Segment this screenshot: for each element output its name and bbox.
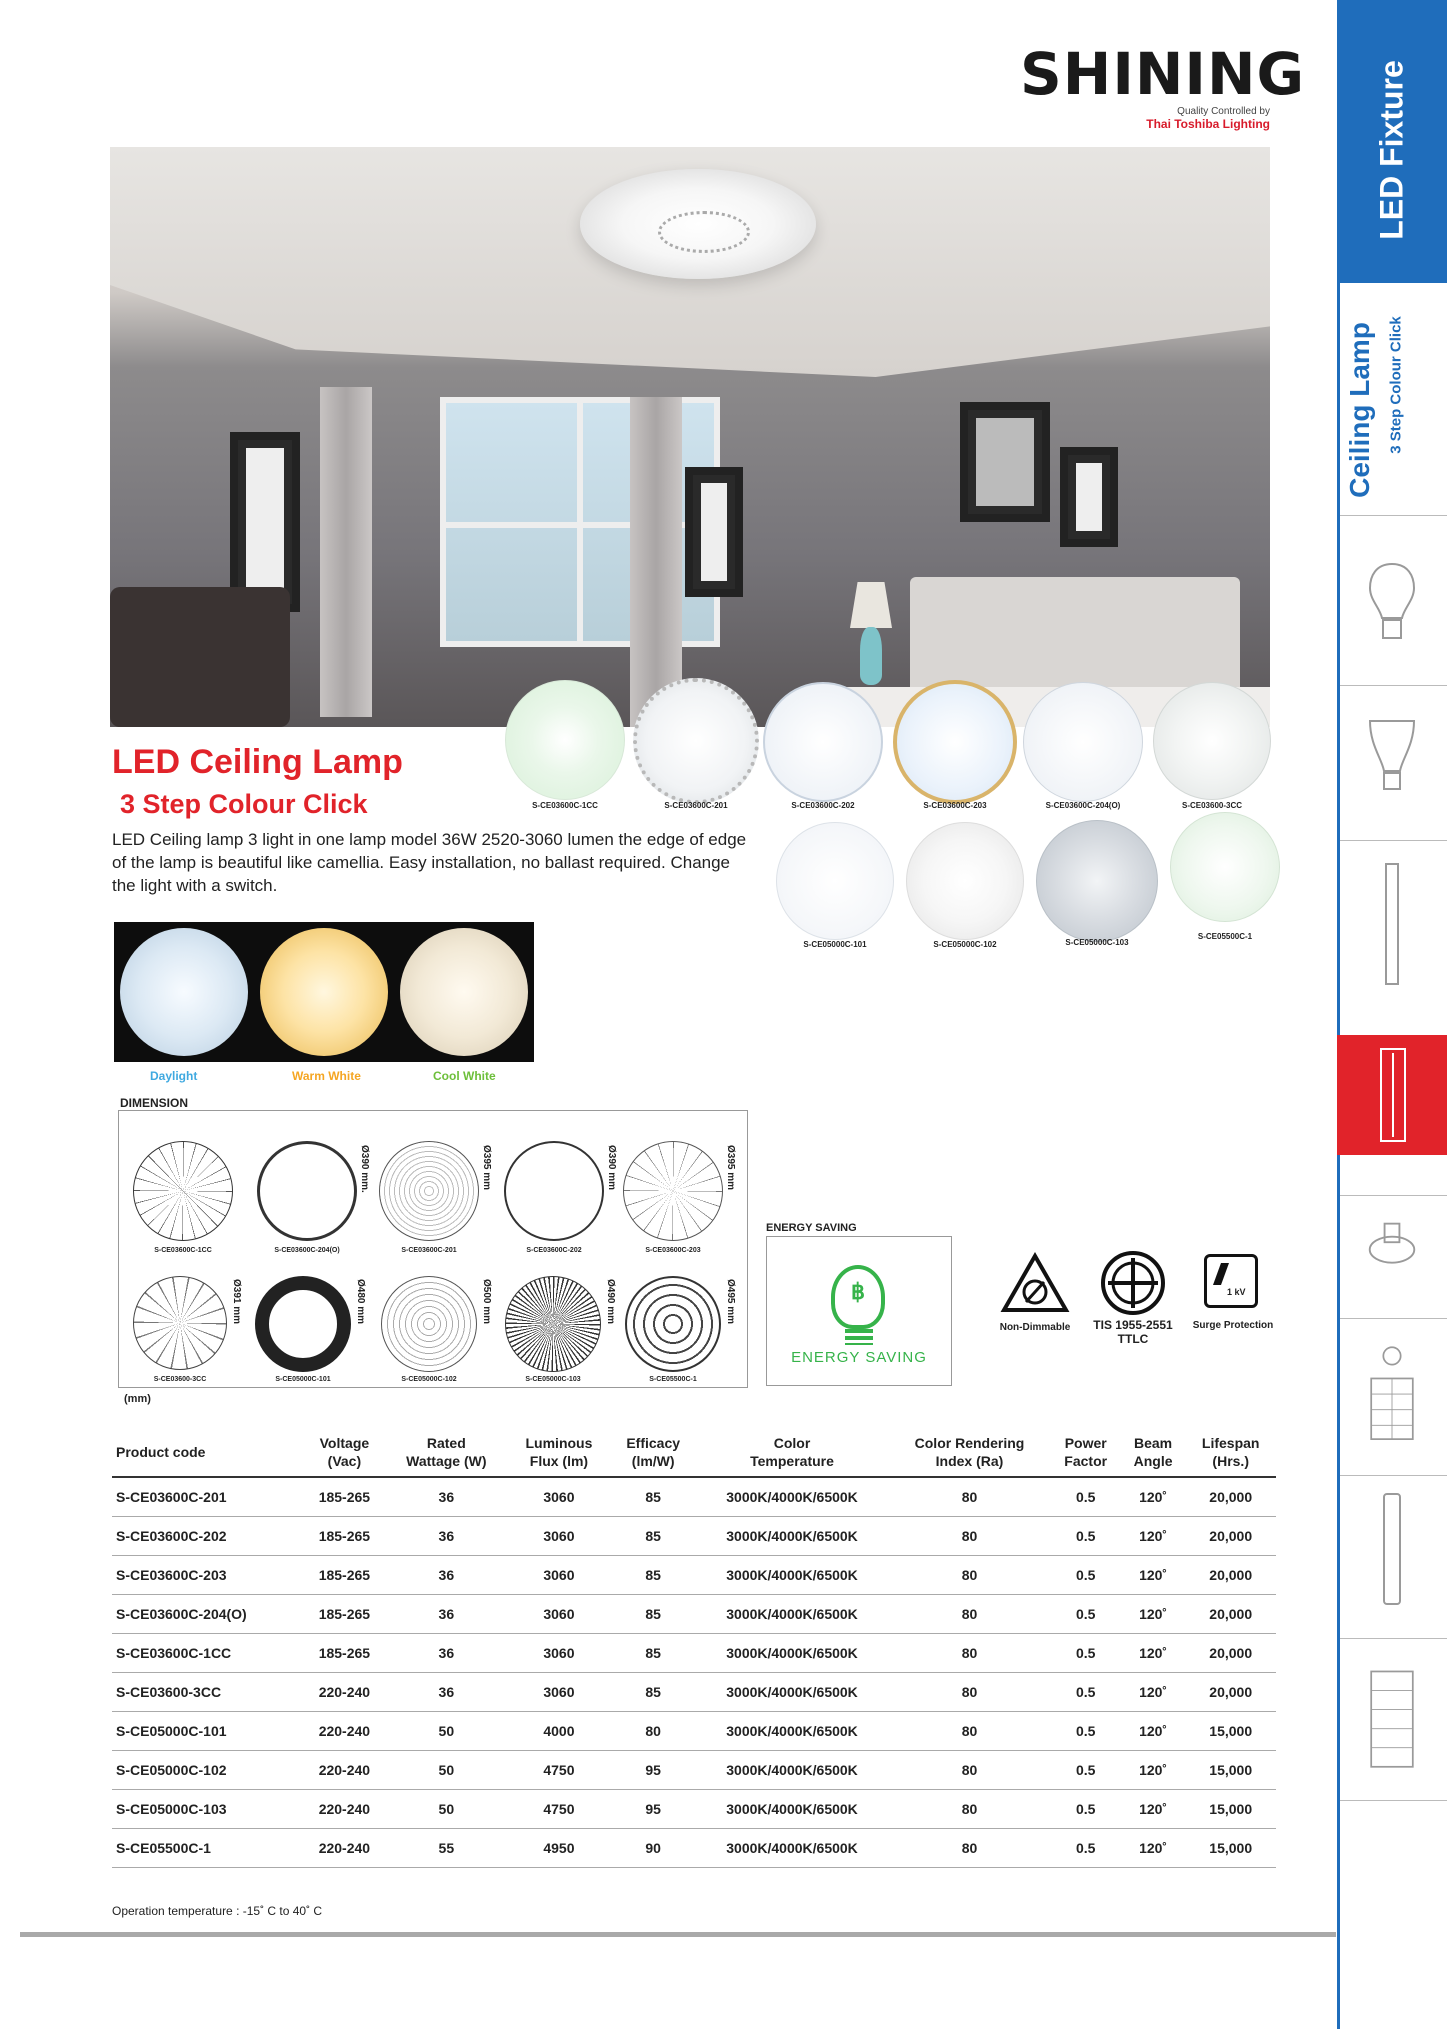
product-thumb-05500-1 xyxy=(1170,812,1280,922)
table-row xyxy=(112,1790,1276,1829)
table-cell: 80 xyxy=(888,1673,1050,1712)
table-cell: 50 xyxy=(385,1790,507,1829)
table-cell: 4950 xyxy=(507,1829,610,1868)
sidebar-divider xyxy=(1340,515,1447,516)
energy-bulb-base-icon xyxy=(845,1329,873,1345)
brand-quality-text: Quality Controlled by xyxy=(1177,106,1270,117)
table-cell: 15,000 xyxy=(1185,1712,1276,1751)
table-cell: S-CE03600C-201 xyxy=(112,1477,303,1517)
surge-protection-icon xyxy=(1204,1254,1258,1308)
table-cell: 36 xyxy=(385,1673,507,1712)
table-cell: 3000K/4000K/6500K xyxy=(696,1517,889,1556)
table-cell: 185-265 xyxy=(303,1595,385,1634)
sidebar-divider xyxy=(1340,840,1447,841)
table-header-cell xyxy=(385,1428,507,1477)
dimension-model: S-CE03600-3CC xyxy=(153,1376,207,1383)
energy-saving-text: ENERGY SAVING xyxy=(791,1349,927,1366)
hero-chair xyxy=(110,587,290,727)
dimension-drawing xyxy=(257,1141,357,1241)
table-cell: 120˚ xyxy=(1121,1595,1186,1634)
surge-protection-label: Surge Protection xyxy=(1192,1320,1274,1331)
colour-label-cool-white: Cool White xyxy=(433,1069,496,1083)
table-row xyxy=(112,1517,1276,1556)
dimension-model: S-CE03600C-202 xyxy=(526,1247,582,1254)
dimension-size: Ø395 mm xyxy=(725,1145,736,1191)
dimension-size: Ø391 mm xyxy=(231,1279,242,1325)
page-title: LED Ceiling Lamp xyxy=(112,743,403,781)
table-cell: 80 xyxy=(888,1829,1050,1868)
table-cell: 85 xyxy=(611,1673,696,1712)
table-row xyxy=(112,1595,1276,1634)
table-cell: 3000K/4000K/6500K xyxy=(696,1790,889,1829)
table-cell: 55 xyxy=(385,1829,507,1868)
table-row xyxy=(112,1829,1276,1868)
table-cell: 36 xyxy=(385,1477,507,1517)
table-header-cell xyxy=(696,1428,889,1477)
sidebar-divider xyxy=(1340,1475,1447,1476)
header-line: Beam xyxy=(1134,1435,1173,1451)
sidebar-divider xyxy=(1340,1800,1447,1801)
table-cell: 3000K/4000K/6500K xyxy=(696,1712,889,1751)
table-body xyxy=(112,1477,1276,1868)
table-cell: 0.5 xyxy=(1051,1673,1121,1712)
dimension-model: S-CE03600C-201 xyxy=(401,1247,457,1254)
table-cell: 0.5 xyxy=(1051,1477,1121,1517)
table-cell: 36 xyxy=(385,1595,507,1634)
sidebar-highbay-icon[interactable] xyxy=(1366,1210,1418,1280)
product-thumb-204o xyxy=(1023,682,1143,802)
hero-table-lamp-shade xyxy=(850,582,892,628)
table-cell: 85 xyxy=(611,1517,696,1556)
table-cell: 3000K/4000K/6500K xyxy=(696,1673,889,1712)
dimension-drawing xyxy=(623,1141,723,1241)
table-cell: 85 xyxy=(611,1634,696,1673)
product-label: S-CE03600-3CC xyxy=(1181,801,1243,810)
sidebar-t5-tube-icon[interactable] xyxy=(1366,1490,1418,1610)
hero-picture-frame-left xyxy=(230,432,300,612)
dimension-size: Ø500 mm xyxy=(481,1279,492,1325)
table-cell: 120˚ xyxy=(1121,1712,1186,1751)
hero-picture-frame-middle xyxy=(685,467,743,597)
table-cell: 80 xyxy=(888,1595,1050,1634)
dimension-model: S-CE05000C-102 xyxy=(401,1376,457,1383)
table-cell: 3060 xyxy=(507,1477,610,1517)
dimension-drawing xyxy=(625,1276,721,1372)
dimension-heading: DIMENSION xyxy=(120,1096,189,1110)
table-cell: 80 xyxy=(888,1751,1050,1790)
header-line: Product code xyxy=(116,1444,206,1460)
header-line: Luminous xyxy=(525,1435,593,1451)
product-thumb-05000-103 xyxy=(1036,820,1158,942)
table-cell: 0.5 xyxy=(1051,1751,1121,1790)
table-cell: 120˚ xyxy=(1121,1556,1186,1595)
header-line: Rated xyxy=(426,1435,466,1451)
sidebar-category-label: LED Fixture xyxy=(1373,60,1410,240)
table-cell: 20,000 xyxy=(1185,1517,1276,1556)
table-cell: 80 xyxy=(888,1790,1050,1829)
energy-bulb-icon xyxy=(831,1265,885,1329)
product-thumb-05000-101 xyxy=(776,822,894,940)
table-cell: 185-265 xyxy=(303,1556,385,1595)
table-row xyxy=(112,1673,1276,1712)
table-cell: 20,000 xyxy=(1185,1595,1276,1634)
table-header-cell xyxy=(507,1428,610,1477)
table-header-cell xyxy=(1121,1428,1186,1477)
dimension-unit: (mm) xyxy=(124,1393,151,1405)
table-cell: 50 xyxy=(385,1751,507,1790)
table-cell: 0.5 xyxy=(1051,1517,1121,1556)
table-cell: 3060 xyxy=(507,1517,610,1556)
ttlc-label: TTLC xyxy=(1117,1332,1149,1346)
sidebar-divider xyxy=(1340,685,1447,686)
product-description: LED Ceiling lamp 3 light in one lamp model 36W 2520-3060 lumen the edge of edge of the lamp is beautiful like camellia. Easy installation, no ballast required. Change the light with a switch. xyxy=(112,830,747,895)
table-cell: 95 xyxy=(611,1751,696,1790)
header-line: Flux (lm) xyxy=(529,1453,589,1469)
table-cell: 36 xyxy=(385,1634,507,1673)
dimension-size: Ø480 mm xyxy=(355,1279,366,1325)
table-cell: 0.5 xyxy=(1051,1634,1121,1673)
spec-table xyxy=(112,1428,1276,1868)
colour-lamp-warm-white xyxy=(260,928,388,1056)
table-cell: 220-240 xyxy=(303,1790,385,1829)
table-cell: 4000 xyxy=(507,1712,610,1751)
table-row xyxy=(112,1751,1276,1790)
dimension-model: S-CE05500C-1 xyxy=(649,1376,697,1383)
header-line: Lifespan xyxy=(1201,1435,1260,1451)
product-label: S-CE05000C-103 xyxy=(1065,938,1129,947)
hero-table-lamp-base xyxy=(860,627,882,685)
surge-kv-label: 1 kV xyxy=(1227,1287,1246,1297)
table-cell: 0.5 xyxy=(1051,1790,1121,1829)
energy-heading: ENERGY SAVING xyxy=(766,1222,857,1234)
dimension-drawing xyxy=(255,1276,351,1372)
table-cell: 85 xyxy=(611,1556,696,1595)
table-cell: S-CE03600C-1CC xyxy=(112,1634,303,1673)
table-cell: 220-240 xyxy=(303,1673,385,1712)
table-header-cell xyxy=(303,1428,385,1477)
brand-name: SHINING xyxy=(1020,40,1306,108)
dimension-drawing xyxy=(133,1141,233,1241)
table-cell: 80 xyxy=(888,1634,1050,1673)
product-label: S-CE03600C-201 xyxy=(664,801,728,810)
table-row xyxy=(112,1634,1276,1673)
table-row xyxy=(112,1556,1276,1595)
header-line: Power xyxy=(1064,1435,1107,1451)
table-cell: 4750 xyxy=(507,1751,610,1790)
table-cell: 120˚ xyxy=(1121,1751,1186,1790)
dimension-size: Ø395 mm xyxy=(481,1145,492,1191)
colour-lamp-cool-white xyxy=(400,928,528,1056)
hero-picture-frame-right xyxy=(960,402,1050,522)
sidebar-tab-led-fixture[interactable] xyxy=(1337,0,1447,283)
dimension-model: S-CE05000C-101 xyxy=(275,1376,331,1383)
non-dimmable-label: Non-Dimmable xyxy=(999,1322,1071,1333)
table-cell: S-CE03600C-203 xyxy=(112,1556,303,1595)
table-cell: 20,000 xyxy=(1185,1556,1276,1595)
table-cell: S-CE03600C-202 xyxy=(112,1517,303,1556)
header-line: (lm/W) xyxy=(631,1453,675,1469)
table-cell: 80 xyxy=(611,1712,696,1751)
product-label: S-CE03600C-203 xyxy=(923,801,987,810)
table-cell: 0.5 xyxy=(1051,1829,1121,1868)
table-cell: S-CE05000C-103 xyxy=(112,1790,303,1829)
colour-label-daylight: Daylight xyxy=(150,1069,198,1083)
product-thumb-203 xyxy=(893,680,1017,804)
lightning-icon xyxy=(1213,1263,1229,1285)
dimension-size: Ø490 mm xyxy=(605,1279,616,1325)
table-cell: S-CE05500C-1 xyxy=(112,1829,303,1868)
hero-ceiling-lamp xyxy=(580,169,816,279)
sidebar-divider xyxy=(1340,1318,1447,1319)
colour-lamp-daylight xyxy=(120,928,248,1056)
table-cell: 3000K/4000K/6500K xyxy=(696,1477,889,1517)
table-cell: 220-240 xyxy=(303,1712,385,1751)
dimension-model: S-CE03600C-1CC xyxy=(154,1247,212,1254)
page-subtitle: 3 Step Colour Click xyxy=(120,789,368,819)
sidebar-divider xyxy=(1340,1638,1447,1639)
table-cell: 3000K/4000K/6500K xyxy=(696,1595,889,1634)
table-cell: 15,000 xyxy=(1185,1790,1276,1829)
table-header-cell xyxy=(1185,1428,1276,1477)
table-cell: 120˚ xyxy=(1121,1673,1186,1712)
table-cell: 120˚ xyxy=(1121,1517,1186,1556)
energy-saving-box xyxy=(766,1236,952,1386)
table-cell: 185-265 xyxy=(303,1477,385,1517)
table-cell: 15,000 xyxy=(1185,1751,1276,1790)
operation-temperature-note: Operation temperature : -15˚ C to 40˚ C xyxy=(112,1904,323,1918)
product-thumb-05000-102 xyxy=(906,822,1024,940)
table-cell: 36 xyxy=(385,1517,507,1556)
header-line: Temperature xyxy=(750,1453,834,1469)
header-line: (Vac) xyxy=(327,1453,362,1469)
sidebar-bulb-icon[interactable] xyxy=(1366,560,1418,650)
dimension-drawing xyxy=(505,1276,601,1372)
dimension-drawing xyxy=(133,1276,227,1370)
sidebar-tab-batten-active[interactable] xyxy=(1337,1035,1447,1155)
table-cell: 120˚ xyxy=(1121,1634,1186,1673)
header-line: Color Rendering xyxy=(914,1435,1025,1451)
table-cell: 3000K/4000K/6500K xyxy=(696,1829,889,1868)
table-cell: S-CE03600-3CC xyxy=(112,1673,303,1712)
product-thumb-1cc xyxy=(505,680,625,800)
table-cell: 3060 xyxy=(507,1595,610,1634)
brand-logo xyxy=(1020,40,1306,144)
table-cell: 185-265 xyxy=(303,1517,385,1556)
header-line: Color xyxy=(773,1435,811,1451)
table-cell: 85 xyxy=(611,1477,696,1517)
dimension-size: Ø495 mm xyxy=(725,1279,736,1325)
product-label: S-CE03600C-204(O) xyxy=(1045,801,1121,810)
table-header-cell xyxy=(611,1428,696,1477)
table-cell: 80 xyxy=(888,1556,1050,1595)
table-header-cell xyxy=(888,1428,1050,1477)
tis-standard-label: TIS 1955-2551 xyxy=(1093,1318,1173,1332)
dimension-drawing xyxy=(504,1141,604,1241)
table-cell: S-CE05000C-101 xyxy=(112,1712,303,1751)
header-line: Wattage (W) xyxy=(406,1453,487,1469)
product-label: S-CE03600C-1CC xyxy=(532,801,598,810)
table-cell: 90 xyxy=(611,1829,696,1868)
sidebar-reflector-bulb-icon[interactable] xyxy=(1366,715,1418,805)
dimension-drawings xyxy=(118,1110,748,1388)
table-cell: 20,000 xyxy=(1185,1634,1276,1673)
table-cell: 80 xyxy=(888,1477,1050,1517)
product-thumb-3cc xyxy=(1153,682,1271,800)
table-cell: S-CE03600C-204(O) xyxy=(112,1595,303,1634)
batten-fixture-icon xyxy=(1373,1045,1413,1145)
table-cell: 3060 xyxy=(507,1556,610,1595)
dimension-model: S-CE03600C-203 xyxy=(645,1247,701,1254)
product-label: S-CE03600C-202 xyxy=(791,801,855,810)
table-row xyxy=(112,1712,1276,1751)
colour-modes-photo xyxy=(114,922,534,1062)
bottom-rule xyxy=(20,1932,1336,1937)
sidebar-product-label: Ceiling Lamp xyxy=(1344,322,1375,498)
tis-mark-icon xyxy=(1100,1250,1166,1316)
dimension-drawing xyxy=(381,1276,477,1372)
sidebar-panel-fixture-icon[interactable] xyxy=(1366,1660,1418,1780)
table-cell: 0.5 xyxy=(1051,1712,1121,1751)
product-label: S-CE05000C-102 xyxy=(933,940,997,949)
table-header-cell xyxy=(1051,1428,1121,1477)
table-cell: 220-240 xyxy=(303,1829,385,1868)
table-cell: 36 xyxy=(385,1556,507,1595)
header-line: Voltage xyxy=(319,1435,370,1451)
table-cell: 185-265 xyxy=(303,1634,385,1673)
header-line: Efficacy xyxy=(626,1435,681,1451)
table-cell: 220-240 xyxy=(303,1751,385,1790)
table-cell: 80 xyxy=(888,1517,1050,1556)
baht-symbol: ฿ xyxy=(851,1279,865,1304)
sidebar-divider xyxy=(1340,1195,1447,1196)
table-cell: 120˚ xyxy=(1121,1829,1186,1868)
table-cell: 80 xyxy=(888,1712,1050,1751)
hero-curtain-left xyxy=(320,387,372,717)
hero-photo xyxy=(110,147,1270,727)
header-line: Factor xyxy=(1064,1453,1108,1469)
header-line: Angle xyxy=(1133,1453,1173,1469)
table-cell: 85 xyxy=(611,1595,696,1634)
table-cell: 95 xyxy=(611,1790,696,1829)
sidebar-solar-icon[interactable] xyxy=(1366,1332,1418,1457)
hero-curtain-right xyxy=(630,397,682,727)
table-cell: 50 xyxy=(385,1712,507,1751)
table-cell: 15,000 xyxy=(1185,1829,1276,1868)
product-thumb-202 xyxy=(763,682,883,802)
table-cell: 120˚ xyxy=(1121,1477,1186,1517)
hero-picture-frame-small xyxy=(1060,447,1118,547)
dimension-size: Ø390 mm. xyxy=(359,1145,370,1193)
table-cell: 3000K/4000K/6500K xyxy=(696,1556,889,1595)
table-cell: 0.5 xyxy=(1051,1595,1121,1634)
table-row xyxy=(112,1477,1276,1517)
dimension-drawing xyxy=(379,1141,479,1241)
dimension-size: Ø390 mm xyxy=(606,1145,617,1191)
table-cell: S-CE05000C-102 xyxy=(112,1751,303,1790)
table-cell: 20,000 xyxy=(1185,1673,1276,1712)
table-cell: 3060 xyxy=(507,1673,610,1712)
product-thumb-201 xyxy=(633,678,759,804)
sidebar-subtitle-label: 3 Step Colour Click xyxy=(1387,316,1405,454)
brand-company: Thai Toshiba Lighting xyxy=(1146,117,1270,131)
header-line: (Hrs.) xyxy=(1212,1453,1249,1469)
colour-label-warm-white: Warm White xyxy=(292,1069,361,1083)
sidebar-tube-icon[interactable] xyxy=(1366,860,1418,990)
table-cell: 0.5 xyxy=(1051,1556,1121,1595)
table-header-cell xyxy=(112,1428,303,1477)
table-header-row xyxy=(112,1428,1276,1477)
table-cell: 20,000 xyxy=(1185,1477,1276,1517)
table-cell: 3000K/4000K/6500K xyxy=(696,1751,889,1790)
table-cell: 4750 xyxy=(507,1790,610,1829)
product-label: S-CE05000C-101 xyxy=(803,940,867,949)
product-label: S-CE05500C-1 xyxy=(1197,932,1253,941)
table-cell: 3060 xyxy=(507,1634,610,1673)
table-cell: 120˚ xyxy=(1121,1790,1186,1829)
dimension-model: S-CE03600C-204(O) xyxy=(274,1247,340,1254)
header-line: Index (Ra) xyxy=(935,1453,1004,1469)
dimension-model: S-CE05000C-103 xyxy=(525,1376,581,1383)
non-dimmable-icon xyxy=(1000,1252,1070,1314)
sidebar-line xyxy=(1337,0,1340,2029)
table-cell: 3000K/4000K/6500K xyxy=(696,1634,889,1673)
